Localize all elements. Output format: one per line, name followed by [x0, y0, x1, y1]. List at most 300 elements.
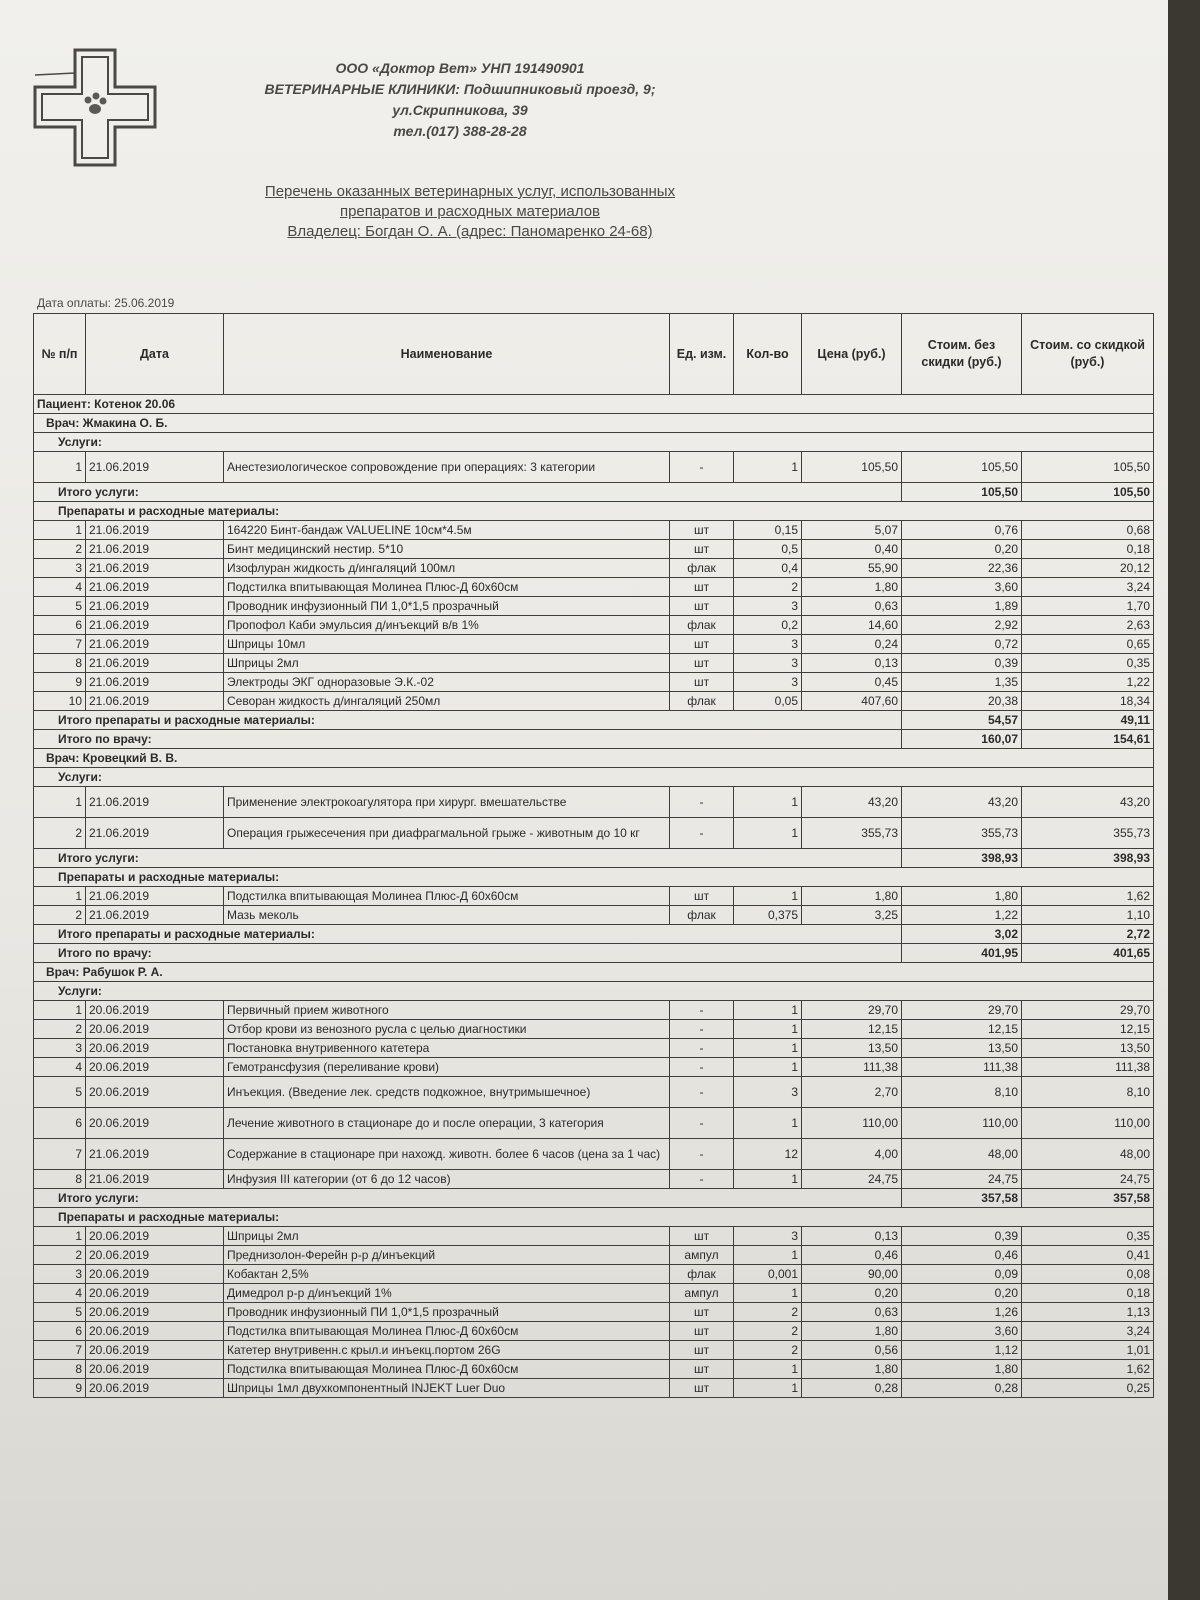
col-num: № п/п	[34, 314, 86, 395]
row-cost: 0,09	[902, 1265, 1022, 1284]
row-number: 2	[34, 1020, 86, 1039]
row-discount: 1,10	[1022, 906, 1154, 925]
row-cost: 0,72	[902, 635, 1022, 654]
row-name: Шприцы 2мл	[224, 1227, 670, 1246]
row-date: 20.06.2019	[86, 1265, 224, 1284]
row-price: 0,63	[802, 597, 902, 616]
row-qty: 0,15	[734, 521, 802, 540]
row-date: 21.06.2019	[86, 654, 224, 673]
row-number: 9	[34, 1379, 86, 1398]
materials-total-row	[34, 711, 1154, 730]
row-number: 8	[34, 1170, 86, 1189]
row-date: 20.06.2019	[86, 1077, 224, 1108]
row-number: 5	[34, 1303, 86, 1322]
row-unit: флак	[670, 559, 734, 578]
row-price: 0,24	[802, 635, 902, 654]
table-row	[34, 1360, 1154, 1379]
row-name: Содержание в стационаре при нахожд. животн. более 6 часов (цена за 1 час)	[224, 1139, 670, 1170]
row-price: 0,13	[802, 654, 902, 673]
row-unit: шт	[670, 1303, 734, 1322]
table-row	[34, 635, 1154, 654]
row-name: Мазь меколь	[224, 906, 670, 925]
clinic-phone: тел.(017) 388-28-28	[393, 123, 527, 139]
row-price: 105,50	[802, 452, 902, 483]
row-cost: 1,12	[902, 1341, 1022, 1360]
row-discount: 105,50	[1022, 452, 1154, 483]
row-price: 355,73	[802, 818, 902, 849]
row-unit: шт	[670, 578, 734, 597]
row-date: 21.06.2019	[86, 635, 224, 654]
table-row	[34, 1284, 1154, 1303]
row-number: 1	[34, 887, 86, 906]
materials-label	[34, 868, 1154, 887]
row-qty: 0,375	[734, 906, 802, 925]
total-discount: 154,61	[1022, 730, 1154, 749]
row-cost: 13,50	[902, 1039, 1022, 1058]
doctor-total-row	[34, 944, 1154, 963]
table-row	[34, 1341, 1154, 1360]
total-discount: 401,65	[1022, 944, 1154, 963]
row-qty: 2	[734, 578, 802, 597]
total-discount: 398,93	[1022, 849, 1154, 868]
row-unit: ампул	[670, 1246, 734, 1265]
table-row	[34, 887, 1154, 906]
row-number: 8	[34, 1360, 86, 1379]
row-qty: 3	[734, 654, 802, 673]
row-cost: 8,10	[902, 1077, 1022, 1108]
row-price: 407,60	[802, 692, 902, 711]
row-cost: 1,22	[902, 906, 1022, 925]
table-row	[34, 616, 1154, 635]
title-line-2: препаратов и расходных материалов	[339, 203, 601, 220]
row-name: Шприцы 1мл двухкомпонентный INJEKT Luer Duo	[224, 1379, 670, 1398]
row-name: Подстилка впитывающая Молинеа Плюс-Д 60x60см	[224, 1360, 670, 1379]
row-unit: шт	[670, 597, 734, 616]
row-date: 21.06.2019	[86, 673, 224, 692]
row-qty: 3	[734, 597, 802, 616]
row-price: 43,20	[802, 787, 902, 818]
row-price: 0,56	[802, 1341, 902, 1360]
row-unit: -	[670, 1077, 734, 1108]
row-number: 2	[34, 906, 86, 925]
row-date: 20.06.2019	[86, 1039, 224, 1058]
row-qty: 3	[734, 673, 802, 692]
section-label: Врач: Жмакина О. Б.	[34, 414, 1154, 433]
row-discount: 1,01	[1022, 1341, 1154, 1360]
row-discount: 48,00	[1022, 1139, 1154, 1170]
row-number: 6	[34, 1322, 86, 1341]
section-label: Услуги:	[34, 982, 1154, 1001]
row-cost: 110,00	[902, 1108, 1022, 1139]
row-discount: 0,08	[1022, 1265, 1154, 1284]
row-discount: 2,63	[1022, 616, 1154, 635]
row-date: 21.06.2019	[86, 818, 224, 849]
row-name: Анестезиологическое сопровождение при операциях: 3 категории	[224, 452, 670, 483]
row-name: Подстилка впитывающая Молинеа Плюс-Д 60x60см	[224, 1322, 670, 1341]
row-unit: флак	[670, 906, 734, 925]
row-unit: шт	[670, 654, 734, 673]
row-date: 21.06.2019	[86, 559, 224, 578]
total-cost: 54,57	[902, 711, 1022, 730]
row-cost: 43,20	[902, 787, 1022, 818]
total-cost: 401,95	[902, 944, 1022, 963]
row-date: 21.06.2019	[86, 1139, 224, 1170]
patient-row: Пациент: Котенок 20.06	[34, 395, 1154, 414]
table-row	[34, 452, 1154, 483]
doctor-name	[34, 963, 1154, 982]
row-qty: 1	[734, 818, 802, 849]
row-cost: 0,46	[902, 1246, 1022, 1265]
doctor-name	[34, 414, 1154, 433]
row-name: Первичный прием животного	[224, 1001, 670, 1020]
row-price: 55,90	[802, 559, 902, 578]
row-date: 20.06.2019	[86, 1360, 224, 1379]
row-unit: флак	[670, 1265, 734, 1284]
row-cost: 0,39	[902, 654, 1022, 673]
row-date: 20.06.2019	[86, 1246, 224, 1265]
row-discount: 111,38	[1022, 1058, 1154, 1077]
table-row	[34, 692, 1154, 711]
row-unit: -	[670, 1039, 734, 1058]
row-qty: 2	[734, 1341, 802, 1360]
table-header-row	[34, 314, 1154, 395]
row-date: 20.06.2019	[86, 1284, 224, 1303]
row-qty: 0,2	[734, 616, 802, 635]
row-date: 20.06.2019	[86, 1322, 224, 1341]
row-number: 10	[34, 692, 86, 711]
table-row	[34, 578, 1154, 597]
row-qty: 3	[734, 1077, 802, 1108]
row-date: 21.06.2019	[86, 906, 224, 925]
row-date: 21.06.2019	[86, 578, 224, 597]
table-row	[34, 521, 1154, 540]
row-price: 13,50	[802, 1039, 902, 1058]
row-unit: -	[670, 1108, 734, 1139]
row-date: 20.06.2019	[86, 1058, 224, 1077]
row-cost: 1,35	[902, 673, 1022, 692]
row-cost: 0,20	[902, 1284, 1022, 1303]
row-unit: -	[670, 1139, 734, 1170]
row-name: Подстилка впитывающая Молинеа Плюс-Д 60x60см	[224, 887, 670, 906]
row-discount: 1,62	[1022, 887, 1154, 906]
row-qty: 0,05	[734, 692, 802, 711]
col-cost: Стоим. без скидки (руб.)	[902, 314, 1022, 395]
row-discount: 0,35	[1022, 654, 1154, 673]
row-price: 1,80	[802, 887, 902, 906]
row-name: Операция грыжесечения при диафрагмальной грыже - животным до 10 кг	[224, 818, 670, 849]
row-cost: 1,89	[902, 597, 1022, 616]
row-qty: 2	[734, 1303, 802, 1322]
row-name: Пропофол Каби эмульсия д/инъекций в/в 1%	[224, 616, 670, 635]
row-price: 0,40	[802, 540, 902, 559]
row-price: 0,20	[802, 1284, 902, 1303]
services-total-row	[34, 1189, 1154, 1208]
row-name: Подстилка впитывающая Молинеа Плюс-Д 60x60см	[224, 578, 670, 597]
section-label: Препараты и расходные материалы:	[34, 1208, 1154, 1227]
row-cost: 0,39	[902, 1227, 1022, 1246]
row-price: 29,70	[802, 1001, 902, 1020]
row-date: 20.06.2019	[86, 1379, 224, 1398]
row-name: Изофлуран жидкость д/ингаляций 100мл	[224, 559, 670, 578]
services-label	[34, 433, 1154, 452]
row-cost: 1,26	[902, 1303, 1022, 1322]
row-date: 21.06.2019	[86, 787, 224, 818]
owner-line: Владелец: Богдан О. А. (адрес: Паномаренко 24-68)	[287, 223, 653, 240]
row-number: 6	[34, 616, 86, 635]
row-number: 4	[34, 578, 86, 597]
table-row	[34, 597, 1154, 616]
row-cost: 12,15	[902, 1020, 1022, 1039]
row-qty: 1	[734, 887, 802, 906]
row-name: Проводник инфузионный ПИ 1,0*1,5 прозрачный	[224, 1303, 670, 1322]
services-total-row	[34, 483, 1154, 502]
row-name: Севоран жидкость д/ингаляций 250мл	[224, 692, 670, 711]
row-number: 1	[34, 1001, 86, 1020]
row-number: 9	[34, 673, 86, 692]
services-table	[33, 313, 1154, 1398]
row-name: Инфузия III категории (от 6 до 12 часов)	[224, 1170, 670, 1189]
total-discount: 2,72	[1022, 925, 1154, 944]
row-number: 8	[34, 654, 86, 673]
row-unit: -	[670, 787, 734, 818]
table-row	[34, 1246, 1154, 1265]
total-label: Итого услуги:	[34, 849, 902, 868]
row-discount: 29,70	[1022, 1001, 1154, 1020]
row-price: 0,13	[802, 1227, 902, 1246]
row-discount: 20,12	[1022, 559, 1154, 578]
section-label: Препараты и расходные материалы:	[34, 868, 1154, 887]
row-number: 2	[34, 818, 86, 849]
row-discount: 1,70	[1022, 597, 1154, 616]
table-row	[34, 1322, 1154, 1341]
services-label	[34, 768, 1154, 787]
row-unit: шт	[670, 540, 734, 559]
row-date: 20.06.2019	[86, 1001, 224, 1020]
row-number: 4	[34, 1284, 86, 1303]
row-discount: 12,15	[1022, 1020, 1154, 1039]
row-cost: 24,75	[902, 1170, 1022, 1189]
row-number: 1	[34, 452, 86, 483]
total-cost: 398,93	[902, 849, 1022, 868]
row-qty: 1	[734, 1284, 802, 1303]
col-qty: Кол-во	[734, 314, 802, 395]
total-discount: 105,50	[1022, 483, 1154, 502]
section-label: Врач: Кровецкий В. В.	[34, 749, 1154, 768]
row-number: 2	[34, 540, 86, 559]
row-name: Постановка внутривенного катетера	[224, 1039, 670, 1058]
row-price: 5,07	[802, 521, 902, 540]
row-qty: 1	[734, 1020, 802, 1039]
row-cost: 48,00	[902, 1139, 1022, 1170]
clinic-address-2: ул.Скрипникова, 39	[392, 102, 528, 118]
row-date: 21.06.2019	[86, 887, 224, 906]
table-row	[34, 1020, 1154, 1039]
row-cost: 1,80	[902, 887, 1022, 906]
row-name: 164220 Бинт-бандаж VALUELINE 10см*4.5м	[224, 521, 670, 540]
row-unit: -	[670, 1170, 734, 1189]
table-row	[34, 906, 1154, 925]
table-row	[34, 787, 1154, 818]
title-line-1: Перечень оказанных ветеринарных услуг, использованных	[264, 183, 676, 200]
row-discount: 13,50	[1022, 1039, 1154, 1058]
row-qty: 1	[734, 1108, 802, 1139]
table-row	[34, 1077, 1154, 1108]
row-name: Лечение животного в стационаре до и после операции, 3 категория	[224, 1108, 670, 1139]
table-row	[34, 1227, 1154, 1246]
row-cost: 29,70	[902, 1001, 1022, 1020]
row-date: 21.06.2019	[86, 597, 224, 616]
row-cost: 105,50	[902, 452, 1022, 483]
row-qty: 0,4	[734, 559, 802, 578]
row-unit: -	[670, 1058, 734, 1077]
row-name: Кобактан 2,5%	[224, 1265, 670, 1284]
row-name: Шприцы 10мл	[224, 635, 670, 654]
total-discount: 357,58	[1022, 1189, 1154, 1208]
table-row	[34, 654, 1154, 673]
row-number: 5	[34, 1077, 86, 1108]
row-unit: -	[670, 1020, 734, 1039]
row-discount: 110,00	[1022, 1108, 1154, 1139]
clinic-cross-logo-icon	[30, 45, 160, 170]
row-discount: 3,24	[1022, 578, 1154, 597]
row-price: 0,46	[802, 1246, 902, 1265]
row-qty: 1	[734, 1360, 802, 1379]
row-qty: 1	[734, 1170, 802, 1189]
row-discount: 1,13	[1022, 1303, 1154, 1322]
table-row	[34, 1139, 1154, 1170]
row-name: Электроды ЭКГ одноразовые Э.К.-02	[224, 673, 670, 692]
clinic-header	[180, 58, 740, 142]
row-discount: 1,22	[1022, 673, 1154, 692]
row-name: Инъекция. (Введение лек. средств подкожное, внутримышечное)	[224, 1077, 670, 1108]
row-discount: 0,68	[1022, 521, 1154, 540]
row-price: 2,70	[802, 1077, 902, 1108]
row-unit: шт	[670, 673, 734, 692]
row-price: 1,80	[802, 1360, 902, 1379]
section-label: Врач: Рабушок Р. А.	[34, 963, 1154, 982]
row-date: 21.06.2019	[86, 521, 224, 540]
table-row	[34, 559, 1154, 578]
row-price: 14,60	[802, 616, 902, 635]
row-number: 2	[34, 1246, 86, 1265]
row-price: 0,45	[802, 673, 902, 692]
row-price: 3,25	[802, 906, 902, 925]
row-cost: 0,20	[902, 540, 1022, 559]
row-date: 21.06.2019	[86, 616, 224, 635]
total-discount: 49,11	[1022, 711, 1154, 730]
total-cost: 3,02	[902, 925, 1022, 944]
row-discount: 8,10	[1022, 1077, 1154, 1108]
row-unit: шт	[670, 521, 734, 540]
row-name: Катетер внутривенн.с крыл.и инъекц.портом 26G	[224, 1341, 670, 1360]
section-label: Услуги:	[34, 768, 1154, 787]
materials-label	[34, 1208, 1154, 1227]
row-cost: 0,76	[902, 521, 1022, 540]
row-name: Преднизолон-Ферейн р-р д/инъекций	[224, 1246, 670, 1265]
row-name: Отбор крови из венозного русла с целью диагностики	[224, 1020, 670, 1039]
table-row	[34, 1108, 1154, 1139]
row-discount: 0,18	[1022, 540, 1154, 559]
materials-total-row	[34, 925, 1154, 944]
row-date: 20.06.2019	[86, 1227, 224, 1246]
row-unit: шт	[670, 1360, 734, 1379]
row-discount: 1,62	[1022, 1360, 1154, 1379]
row-price: 90,00	[802, 1265, 902, 1284]
row-cost: 1,80	[902, 1360, 1022, 1379]
company-name: ООО «Доктор Вет» УНП 191490901	[335, 60, 585, 76]
row-qty: 1	[734, 1246, 802, 1265]
col-name: Наименование	[224, 314, 670, 395]
row-date: 21.06.2019	[86, 540, 224, 559]
table-row	[34, 1265, 1154, 1284]
row-discount: 0,35	[1022, 1227, 1154, 1246]
table-row	[34, 1001, 1154, 1020]
payment-date: Дата оплаты: 25.06.2019	[37, 296, 175, 310]
row-qty: 12	[734, 1139, 802, 1170]
row-date: 20.06.2019	[86, 1341, 224, 1360]
row-qty: 1	[734, 452, 802, 483]
row-unit: шт	[670, 1341, 734, 1360]
total-cost: 357,58	[902, 1189, 1022, 1208]
doctor-total-row	[34, 730, 1154, 749]
row-qty: 1	[734, 787, 802, 818]
row-number: 3	[34, 1039, 86, 1058]
row-date: 20.06.2019	[86, 1108, 224, 1139]
row-price: 1,80	[802, 578, 902, 597]
table-row	[34, 1039, 1154, 1058]
row-date: 21.06.2019	[86, 452, 224, 483]
total-label: Итого по врачу:	[34, 730, 902, 749]
row-qty: 3	[734, 1227, 802, 1246]
row-name: Гемотрансфузия (переливание крови)	[224, 1058, 670, 1077]
row-price: 4,00	[802, 1139, 902, 1170]
table-body	[34, 395, 1154, 1398]
row-name: Димедрол р-р д/инъекций 1%	[224, 1284, 670, 1303]
row-number: 1	[34, 1227, 86, 1246]
row-cost: 3,60	[902, 578, 1022, 597]
row-unit: ампул	[670, 1284, 734, 1303]
clinic-address-1: ВЕТЕРИНАРНЫЕ КЛИНИКИ: Подшипниковый проезд, 9;	[264, 81, 656, 97]
services-label	[34, 982, 1154, 1001]
row-qty: 1	[734, 1039, 802, 1058]
row-price: 12,15	[802, 1020, 902, 1039]
row-cost: 20,38	[902, 692, 1022, 711]
row-name: Применение электрокоагулятора при хирург. вмешательстве	[224, 787, 670, 818]
table-row	[34, 818, 1154, 849]
row-name: Проводник инфузионный ПИ 1,0*1,5 прозрачный	[224, 597, 670, 616]
row-price: 1,80	[802, 1322, 902, 1341]
row-qty: 1	[734, 1058, 802, 1077]
col-date: Дата	[86, 314, 224, 395]
table-row	[34, 1058, 1154, 1077]
total-label: Итого препараты и расходные материалы:	[34, 711, 902, 730]
row-unit: -	[670, 452, 734, 483]
section-label: Препараты и расходные материалы:	[34, 502, 1154, 521]
row-date: 20.06.2019	[86, 1303, 224, 1322]
row-unit: флак	[670, 692, 734, 711]
row-price: 111,38	[802, 1058, 902, 1077]
row-cost: 111,38	[902, 1058, 1022, 1077]
col-discount: Стоим. со скидкой (руб.)	[1022, 314, 1154, 395]
row-discount: 0,41	[1022, 1246, 1154, 1265]
row-discount: 355,73	[1022, 818, 1154, 849]
total-label: Итого услуги:	[34, 1189, 902, 1208]
row-number: 7	[34, 635, 86, 654]
row-qty: 1	[734, 1001, 802, 1020]
row-number: 7	[34, 1341, 86, 1360]
table-row	[34, 540, 1154, 559]
total-label: Итого услуги:	[34, 483, 902, 502]
